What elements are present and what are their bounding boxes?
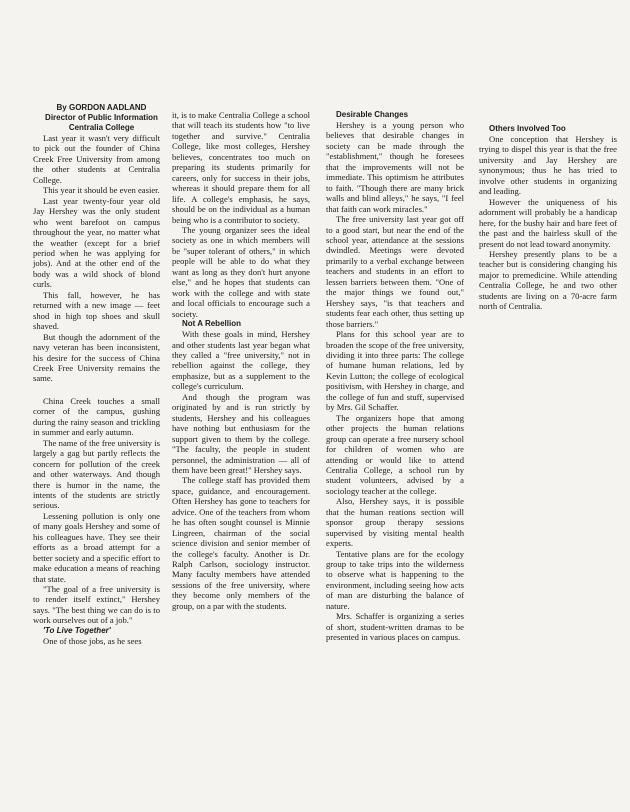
column-3 xyxy=(326,110,464,643)
paragraph: The young organizer sees the ideal society as one in which members will be "super tolerant of others," in which people will be able to do what they want as long as they don't hurt anyone else," and he hopes that students can work with the college and with state and local officials to encourage such a society. xyxy=(172,224,310,319)
paragraph: And though the program was originated by and is run strictly by students, Hershey and his colleagues have nothing but enthusiasm for the support given to them by the college. "The faculty, the people in student personnel, the administration — all of them have been great!" Hershey says. xyxy=(172,391,310,475)
section-heading: Desirable Changes xyxy=(336,110,409,119)
paragraph: Also, Hershey says, it is possible that the human reations section will sponsor group therapy sessions supervised by visiting mental health experts. xyxy=(326,496,464,549)
column-4 xyxy=(479,124,617,312)
section-heading: Others Involved Too xyxy=(489,124,566,133)
paragraph: Last year twenty-four year old Jay Hershey was the only student who went barefoot on campus throughout the year, no matter what the weather (except for a brief period when he was applying for jobs). And at the other end of the body was a wild shock of blond curls. xyxy=(33,195,160,290)
paragraph: The name of the free university is largely a gag but partly reflects the concern for pollution of the creek and other waterways. And though there is humor in the name, the intents of the students are strictly serious. xyxy=(33,437,160,511)
paragraph: Tentative plans are for the ecology group to take trips into the wilderness to observe what is happening to the environment, including seeing how acts of man are disturbing the balance of nature. xyxy=(326,548,464,611)
paragraph: it, is to make Centralia College a school that will teach its students how "to live together and survive." Centralia College, like most colleges, Hershey believes, concentrates too much on preparing its students primarily for careers, only for success in their jobs, whereas it should prepare them for all life. A college's emphasis, he says, should be on the individual as a human being who is a contributor to society. xyxy=(172,110,310,225)
paragraph: Hershey is a young person who believes that desirable changes in society can be made through the "establishment," though he foresees that the improvements will not be immediate. This optimism he attributes to faith. "Though there are many brick walls and blind alleys," he says, "I feel that faith can work miracles." xyxy=(326,120,464,214)
section-heading: 'To Live Together' xyxy=(43,625,111,635)
paragraph: The college staff has provided them space, guidance, and encouragement. Often Hershey has gone to teachers for advice. One of the teachers from whom he has often sought counsel is Minnie Lingreen, chairman of the social science division and senior member of the college's faculty. Another is Dr. Ralph Carlson, sociology instructor. Many faculty members have attended sessions of the free university, where they become only members of the group, on a par with the students. xyxy=(172,475,310,611)
paragraph: With these goals in mind, Hershey and other students last year began what they called a "free university," not in rebellion against the college, they emphasize, but as a supplement to the college's curriculum. xyxy=(172,329,310,392)
paragraph: Mrs. Schaffer is organizing a series of short, student-written dramas to be presented in various places on campus. xyxy=(326,611,464,643)
byline-title: Director of Public Information xyxy=(45,113,158,122)
paragraph: "The goal of a free university is to render itself extinct," Hershey says. "The best thing we can do is to work ourselves out of a job." xyxy=(33,584,160,626)
paragraph: One conception that Hershey is trying to dispel this year is that the free university and Jay Hershey are synonymous; thus he has tried to involve other students in organizing and leading. xyxy=(479,134,617,197)
column-2 xyxy=(172,110,310,611)
paragraph: Hershey presently plans to be a teacher but is considering changing his major to premedicine. While attending Centralia College, he and two other students are living on a 70-acre farm north of Centralia. xyxy=(479,248,617,312)
paragraph: This fall, however, he has returned with a new image — feet shod in high top shoes and skull shaved. xyxy=(33,289,160,332)
paragraph: One of those jobs, as he sees xyxy=(43,635,142,646)
column-1 xyxy=(33,103,160,646)
byline-org: Centralia College xyxy=(68,123,135,132)
byline-author: By GORDON AADLAND xyxy=(56,103,147,112)
paragraph: This year it should be even easier. xyxy=(43,185,160,196)
paragraph: Last year it wasn't very difficult to pick out the founder of China Creek Free University from among the other students at Centralia College. xyxy=(33,133,160,185)
section-heading: Not A Rebellion xyxy=(182,319,241,329)
paragraph: China Creek touches a small corner of the campus, gushing during the rainy season and trickling in summer and early autumn. xyxy=(33,395,160,438)
paragraph: However the uniqueness of his adornment will probably be a handicap here, for the bushy hair and bare feet of the past and the hairless skull of the present do not lead toward anonymity. xyxy=(479,196,617,249)
paragraph: Plans for this school year are to broaden the scope of the free university, dividing it into three parts: The college of humane human relations, led by Kevin Lutton; the college of ecological positivism, with Hershey in charge, and the college of fun and stuff, supervised by Mrs. Gil Schaffer. xyxy=(326,329,464,413)
paragraph: Lessening pollution is only one of many goals Hershey and some of his colleagues have. They see their efforts as a broad attempt for a better society and a specific effort to make education a means of reaching that state. xyxy=(33,510,160,584)
paragraph: But though the adornment of the navy veteran has been inconsistent, his desire for the success of China Creek Free University remains the same. xyxy=(33,331,160,384)
paragraph: The free university last year got off to a good start, but near the end of the school year, attendance at the sessions dwindled. Meetings were devoted primarily to a verbal exchange between teachers and students in an effort to lessen barriers between them. "One of the major things we found out," Hershey says, "is that teachers and students fear each other, thus setting up those barriers." xyxy=(326,214,464,329)
paragraph: The organizers hope that among other projects the human relations group can operate a free nursery school for children of women who are attending or would like to attend Centralia College, a school run by student volunteers, advised by a sociology teacher at the college. xyxy=(326,412,464,496)
